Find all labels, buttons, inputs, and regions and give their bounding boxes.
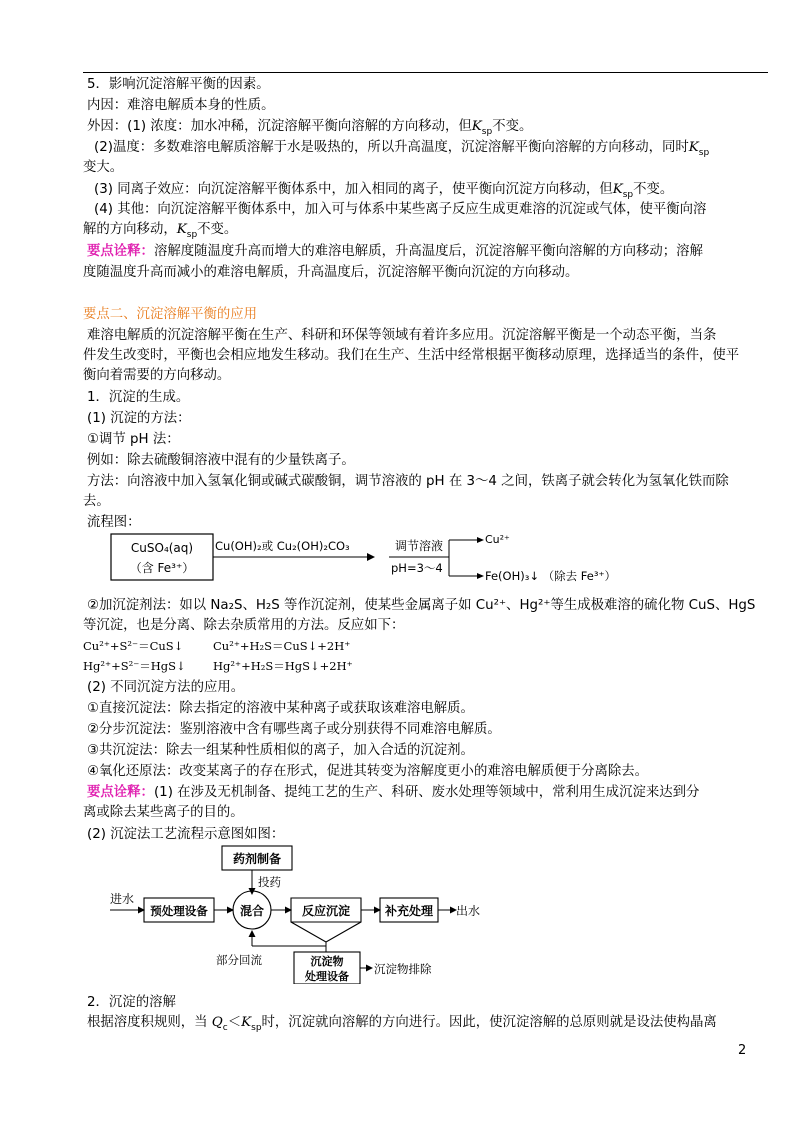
flow-reagent-label: Cu(OH)₂或 Cu₂(OH)₂CO₃ (215, 539, 350, 553)
outflow-label: 出水 (456, 904, 480, 918)
outer-factor: 外因：(1) 浓度：加水冲稀，沉淀溶解平衡向溶解的方向移动，但$K_{sp}$不变。 (87, 119, 533, 137)
applications-title: (2) 不同沉淀方法的应用。 (87, 680, 245, 695)
intro-line-1: 难溶电解质的沉淀溶解平衡在生产、科研和环保等领域有着许多应用。沉淀溶解平衡是一个动态平衡，当条 (87, 328, 717, 343)
application-1: ①直接沉淀法：除去指定的溶液中某种离子或获取该难溶电解质。 (87, 701, 474, 716)
flow-branch-bottom-head (477, 573, 484, 579)
section-2-note: 要点诠释：(1) 在涉及无机制备、提纯工艺的生产、科研、废水处理等领域中，常利用生成沉淀来达到分 (87, 785, 700, 800)
section-2-heading: 要点二、沉淀溶解平衡的应用 (83, 307, 258, 322)
reagent-prep-label: 药剂制备 (232, 852, 282, 866)
inflow-label: 进水 (110, 892, 135, 906)
inner-factor: 内因：难溶电解质本身的性质。 (87, 98, 275, 113)
precip-agent-line-1: ②加沉淀剂法：如以 Na₂S、H₂S 等作沉淀剂，使某些金属离子如 Cu²⁺、Hg²⁺等生成极难溶的硫化物 CuS、HgS (87, 598, 756, 613)
section-5-title: 5．影响沉淀溶解平衡的因素。 (87, 77, 270, 92)
application-4: ④氧化还原法：改变某离子的存在形式，促进其转变为溶解度更小的难溶电解质便于分离除去。 (87, 764, 649, 779)
flow-adjust-label: 调节溶液 (395, 539, 444, 553)
other-factor-cont: 解的方向移动，$K_{sp}$不变。 (83, 222, 238, 240)
flow-label: 流程图： (87, 515, 141, 530)
precip-agent-line-2: 等沉淀，也是分离、除去杂质常用的方法。反应如下： (83, 618, 405, 633)
intro-line-2: 件发生改变时，平衡也会相应地发生移动。我们在生产、生活中经常根据平衡移动原理，选择适当的条件，使平 (83, 348, 740, 363)
temperature-factor-cont: 变大。 (83, 160, 124, 175)
method-line-2: 去。 (83, 494, 110, 509)
other-factor: (4) 其他：向沉淀溶解平衡体系中，加入可与体系中某些离子反应生成更难溶的沉淀或气体，使平衡向溶 (94, 202, 707, 217)
equation-cu-h2s: Cu²⁺+H₂S＝CuS↓+2H⁺ (213, 639, 351, 653)
mix-label: 混合 (239, 904, 265, 918)
application-2: ②分步沉淀法：鉴别溶液中含有哪些离子或分别获得不同难溶电解质。 (87, 722, 501, 737)
methods-title: (1) 沉淀的方法： (87, 411, 191, 426)
supp-label: 补充处理 (384, 904, 434, 918)
flow-source-label: CuSO₄(aq) (130, 541, 194, 555)
flow-arrow-1-head (367, 553, 375, 561)
generation-title: 1．沉淀的生成。 (87, 390, 190, 405)
dosing-label: 投药 (258, 875, 281, 889)
section-5-note-cont: 度随温度升高而减小的难溶电解质，升高温度后，沉淀溶解平衡向沉淀的方向移动。 (83, 265, 579, 280)
sludge-label-1: 沉淀物 (310, 955, 344, 968)
intro-line-3: 衡向着需要的方向移动。 (83, 368, 231, 383)
ph-flow-diagram (105, 528, 635, 590)
flow-output-cu: Cu²⁺ (485, 533, 510, 546)
react-label: 反应沉淀 (301, 904, 351, 918)
common-ion-factor: (3) 同离子效应：向沉淀溶解平衡体系中，加入相同的离子，使平衡向沉淀方向移动，但$K_{sp}$不变。 (94, 182, 674, 200)
section-5-note: 要点诠释：溶解度随温度升高而增大的难溶电解质，升高温度后，沉淀溶解平衡向溶解的方向移动；溶解 (87, 244, 703, 259)
temperature-factor: (2)温度：多数难溶电解质溶解于水是吸热的，所以升高温度，沉淀溶解平衡向溶解的方向移动，同时$K_{sp}$ (94, 140, 710, 158)
process-flow-diagram (110, 842, 480, 984)
flow-ph-label: pH=3～4 (391, 561, 443, 575)
equation-cu-s: Cu²⁺+S²⁻＝CuS↓ (83, 639, 184, 653)
page-number: 2 (738, 1043, 747, 1058)
flow-source-note: （含 Fe³⁺） (129, 561, 195, 575)
equation-hg-h2s: Hg²⁺+H₂S＝HgS↓+2H⁺ (213, 659, 353, 673)
dissolve-line: 根据溶度积规则，当 $Q_c<K_{sp}$时，沉淀就向溶解的方向进行。因此，使沉淀溶解的总原则就是设法使构晶离 (87, 1015, 717, 1033)
example-line: 例如：除去硫酸铜溶液中混有的少量铁离子。 (87, 453, 355, 468)
reflux-label: 部分回流 (216, 953, 262, 967)
discharge-label: 沉淀物排除 (374, 962, 432, 976)
dissolve-title: 2．沉淀的溶解 (87, 995, 176, 1010)
flow-output-fe: Fe(OH)₃↓ （除去 Fe³⁺） (485, 569, 617, 583)
method-line-1: 方法：向溶液中加入氢氧化铜或碱式碳酸铜，调节溶液的 pH 在 3～4 之间，铁离子就会转化为氢氧化铁而除 (87, 474, 729, 489)
pretreat-label: 预处理设备 (150, 904, 208, 918)
ph-method-title: ①调节 pH 法： (87, 432, 180, 447)
application-3: ③共沉淀法：除去一组某种性质相似的离子，加入合适的沉淀剂。 (87, 743, 474, 758)
flow-branch-top-head (477, 537, 484, 543)
section-2-note-cont: 离或除去某些离子的目的。 (83, 805, 244, 820)
equation-hg-s: Hg²⁺+S²⁻＝HgS↓ (83, 659, 186, 673)
sludge-label-2: 处理设备 (305, 970, 349, 983)
header-rule (83, 72, 768, 73)
process-title: (2) 沉淀法工艺流程示意图如图： (87, 827, 285, 842)
